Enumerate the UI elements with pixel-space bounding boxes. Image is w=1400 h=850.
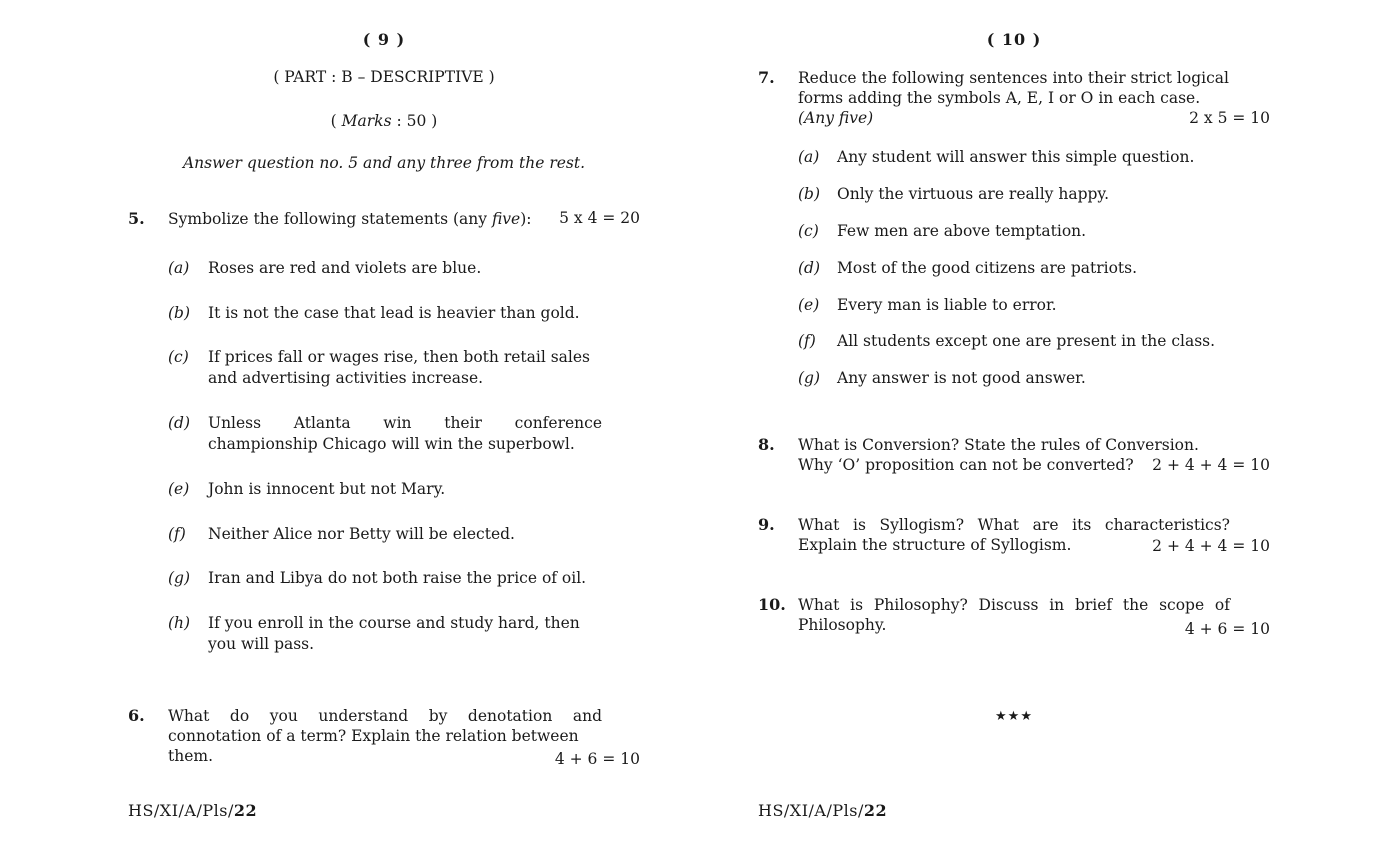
item-text-line1: If prices fall or wages rise, then both retail sales: [208, 348, 590, 366]
item-text: Any student will answer this simple question.: [837, 148, 1195, 166]
item-text-line2: championship Chicago will win the superbowl.: [208, 435, 575, 453]
item-label: (f): [168, 525, 186, 543]
item-text: Most of the good citizens are patriots.: [837, 259, 1138, 277]
item-text-line2: and advertising activities increase.: [208, 369, 484, 387]
item-text-line1: If you enroll in the course and study hard, then: [208, 614, 580, 632]
item-label: (b): [798, 185, 821, 203]
question-text-line2: connotation of a term? Explain the relation between: [168, 727, 579, 745]
item-label: (a): [168, 259, 190, 277]
end-stars: ★★★: [995, 709, 1033, 724]
item-label: (g): [168, 569, 191, 587]
question-text-line1: What is Conversion? State the rules of Conversion.: [798, 436, 1199, 454]
instruction-text: Answer question no. 5 and any three from the rest.: [182, 154, 586, 172]
item-text: Iran and Libya do not both raise the price of oil.: [208, 569, 587, 587]
question-text-line1: What is Syllogism? What are its characteristics?: [798, 516, 1230, 534]
question-text-line1: Reduce the following sentences into their strict logical: [798, 69, 1229, 87]
item-text: Roses are red and violets are blue.: [208, 259, 482, 277]
marks-total: ( Marks : 50 ): [330, 112, 438, 130]
question-text-line1: What do you understand by denotation and: [168, 707, 602, 725]
item-text: John is innocent but not Mary.: [208, 480, 446, 498]
item-label: (a): [798, 148, 820, 166]
question-marks: 2 x 5 = 10: [1189, 109, 1270, 127]
item-label: (g): [798, 369, 821, 387]
part-title: ( PART : B – DESCRIPTIVE ): [273, 68, 495, 86]
question-number: 8.: [758, 435, 775, 454]
question-text-line2: Philosophy.: [798, 616, 887, 634]
item-text: It is not the case that lead is heavier than gold.: [208, 304, 580, 322]
question-text-line2: forms adding the symbols A, E, I or O in each case.: [798, 89, 1201, 107]
item-text-line2: you will pass.: [208, 635, 315, 653]
item-label: (b): [168, 304, 191, 322]
item-text-line1: Unless Atlanta win their conference: [208, 414, 602, 432]
item-text: Neither Alice nor Betty will be elected.: [208, 525, 515, 543]
item-label: (e): [168, 480, 190, 498]
item-text: Every man is liable to error.: [837, 296, 1057, 314]
footer-code: HS/XI/A/Pls/22: [128, 801, 258, 820]
page-number: ( 9 ): [362, 30, 406, 49]
item-label: (c): [798, 222, 819, 240]
question-text-line2: Explain the structure of Syllogism.: [798, 536, 1072, 554]
item-label: (d): [168, 414, 191, 432]
item-label: (c): [168, 348, 189, 366]
question-marks: 5 x 4 = 20: [559, 209, 640, 227]
footer-code: HS/XI/A/Pls/22: [758, 801, 888, 820]
item-label: (h): [168, 614, 191, 632]
question-marks: 2 + 4 + 4 = 10: [1152, 456, 1270, 474]
question-marks: 4 + 6 = 10: [1184, 620, 1270, 638]
question-text-line3: (Any five): [798, 109, 874, 127]
item-label: (f): [798, 332, 816, 350]
question-marks: 4 + 6 = 10: [554, 750, 640, 768]
item-text: All students except one are present in the class.: [837, 332, 1216, 350]
item-label: (e): [798, 296, 820, 314]
question-number: 10.: [758, 595, 786, 614]
question-number: 6.: [128, 706, 145, 725]
question-text-line1: What is Philosophy? Discuss in brief the scope of: [798, 596, 1230, 614]
item-text: Few men are above temptation.: [837, 222, 1087, 240]
item-label: (d): [798, 259, 821, 277]
item-text: Any answer is not good answer.: [837, 369, 1086, 387]
question-marks: 2 + 4 + 4 = 10: [1152, 537, 1270, 555]
question-text: Symbolize the following statements (any five):: [168, 210, 532, 228]
question-number: 7.: [758, 68, 775, 87]
item-text: Only the virtuous are really happy.: [837, 185, 1110, 203]
question-number: 5.: [128, 209, 145, 228]
page-number: ( 10 ): [986, 30, 1042, 49]
question-text-line2: Why ‘O’ proposition can not be converted?: [798, 456, 1134, 474]
question-text-line3: them.: [168, 747, 214, 765]
question-number: 9.: [758, 515, 775, 534]
